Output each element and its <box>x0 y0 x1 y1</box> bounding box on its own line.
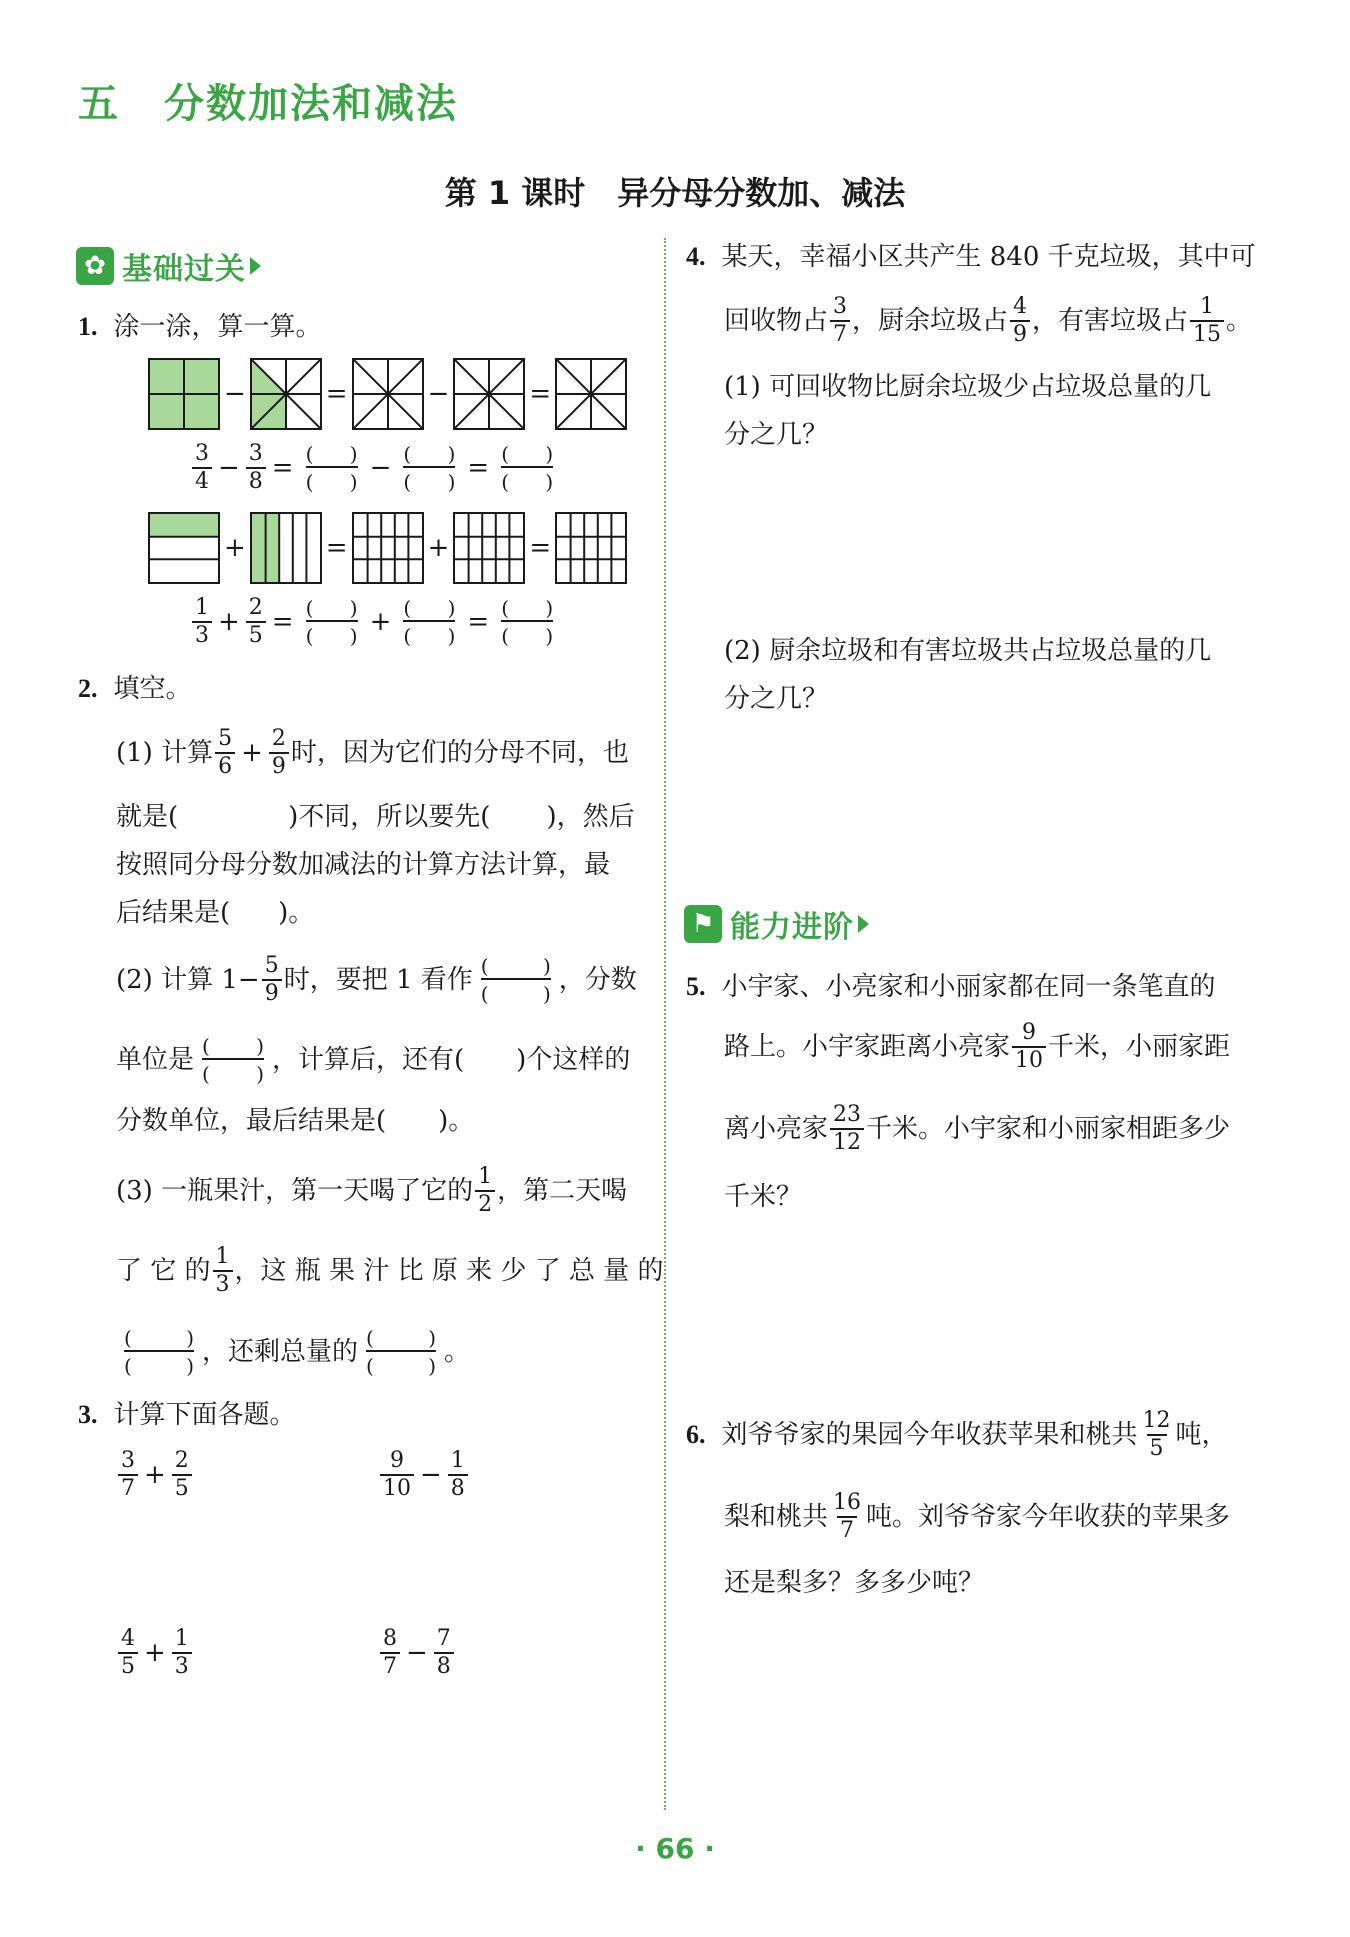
section-advanced-label: 能力进阶 <box>730 910 854 945</box>
answer-blank[interactable]: ( ) ( ) <box>403 596 456 648</box>
question-number: 2. <box>78 674 98 703</box>
q5-line4: 千米？ <box>724 1182 803 1212</box>
q1-equation-2: $\frac{1}{3}$ + $\frac{2}{5}$ = ( ) ( ) + ( ) ( ) = ( ) ( ) <box>190 596 561 648</box>
q2-part1-line1: (1) 计算 $\frac{5}{6}$ + $\frac{2}{9}$ 时，因为它们的分母不同，也 <box>116 726 629 779</box>
grid-fifteenths <box>453 512 525 584</box>
chapter-name: 分数加法和减法 <box>164 81 458 127</box>
grid-thirds-shaded <box>148 512 220 584</box>
question-number: 1. <box>78 312 98 341</box>
question-text: 填空。 <box>113 674 192 704</box>
arrow-icon <box>858 915 869 933</box>
q2-part2-line1: (2) 计算 1− $\frac{5}{9}$ 时，要把 1 看作 ( ) ( ) ，分数 <box>116 953 637 1006</box>
question-text: 某天，幸福小区共产生 840 千克垃圾，其中可 <box>721 242 1256 272</box>
gear-icon: ✿ <box>76 247 114 285</box>
answer-blank[interactable]: ( ) ( ) <box>305 596 358 648</box>
grid-eighths <box>555 358 627 430</box>
answer-blank[interactable]: ( ) ( ) <box>124 1326 194 1378</box>
q5-line2: 路上。小宇家距离小亮家 $\frac{9}{10}$ 千米，小丽家距 <box>724 1020 1231 1073</box>
question-4 <box>686 240 1256 274</box>
question-5 <box>686 970 1216 1004</box>
question-text: 涂一涂，算一算。 <box>113 312 322 342</box>
q6-line2: 梨和桃共 $\frac{16}{7}$ 吨。刘爷爷家今年收获的苹果多 <box>724 1490 1231 1543</box>
grid-fifteenths <box>352 512 424 584</box>
q3-expression-2: $\frac{9}{10}$ − $\frac{1}{8}$ <box>378 1450 470 1500</box>
q4-sub2-line1: (2) 厨余垃圾和有害垃圾共占垃圾总量的几 <box>724 636 1212 666</box>
page-number: · 66 · <box>635 1832 715 1865</box>
question-text: 刘爷爷家的果园今年收获苹果和桃共 <box>721 1420 1138 1450</box>
answer-blank[interactable]: ( ) ( ) <box>366 1326 437 1378</box>
q2-part3-line1: (3) 一瓶果汁，第一天喝了它的 $\frac{1}{2}$ ，第二天喝 <box>116 1164 628 1217</box>
q2-part2-line2: 单位是 ( ) ( ) ，计算后，还有( )个这样的 <box>116 1034 631 1086</box>
grid-eighths <box>352 358 424 430</box>
grid-fifths-shaded <box>250 512 322 584</box>
arrow-icon <box>250 257 261 275</box>
grid-eighths-shaded <box>250 358 322 430</box>
chapter-title <box>78 72 458 129</box>
answer-blank[interactable]: ( ) ( ) <box>202 1034 265 1086</box>
q1-grid-row-1: − = − = <box>148 358 627 430</box>
q2-part2-line3: 分数单位，最后结果是( )。 <box>116 1106 475 1136</box>
section-advanced <box>684 902 869 946</box>
q1-equation-1: $\frac{3}{4}$ − $\frac{3}{8}$ = ( ) ( ) − ( ) ( ) = ( ) ( ) <box>190 442 561 494</box>
q3-expression-3: $\frac{4}{5}$ + $\frac{1}{3}$ <box>116 1628 194 1678</box>
lesson-title: 第 1 课时 异分母分数加、减法 <box>444 174 906 212</box>
q3-expression-4: $\frac{8}{7}$ − $\frac{7}{8}$ <box>378 1628 456 1678</box>
answer-blank[interactable]: ( ) ( ) <box>501 442 554 494</box>
question-number: 6. <box>686 1420 706 1449</box>
question-number: 4. <box>686 242 706 271</box>
q4-sub2-line2: 分之几？ <box>724 684 829 714</box>
q4-sub1-line2: 分之几？ <box>724 420 829 450</box>
answer-blank[interactable]: ( ) ( ) <box>501 596 554 648</box>
q6-line3: 还是梨多？多多少吨？ <box>724 1568 985 1598</box>
answer-blank[interactable]: ( ) ( ) <box>480 954 551 1006</box>
section-basic <box>76 244 261 288</box>
q4-sub1-line1: (1) 可回收物比厨余垃圾少占垃圾总量的几 <box>724 372 1212 402</box>
question-text: 小宇家、小亮家和小丽家都在同一条笔直的 <box>721 972 1216 1002</box>
q2-part1-line3: 按照同分母分数加减法的计算方法计算，最 <box>116 850 611 880</box>
q2-part3-line2: 了 它 的 $\frac{1}{3}$ ，这 瓶 果 汁 比 原 来 少 了 总 量 的 <box>116 1244 664 1297</box>
section-basic-label: 基础过关 <box>122 252 246 287</box>
runner-icon: ⚑ <box>684 905 722 943</box>
question-text: 计算下面各题。 <box>113 1400 296 1430</box>
q2-part1-line4: 后结果是( )。 <box>116 898 315 928</box>
question-3 <box>78 1398 296 1432</box>
question-number: 5. <box>686 972 706 1001</box>
grid-fifteenths <box>555 512 627 584</box>
answer-blank[interactable]: ( ) ( ) <box>403 442 456 494</box>
q2-part1-line2: 就是( )不同，所以要先( )，然后 <box>116 802 635 832</box>
question-number: 3. <box>78 1400 98 1429</box>
q5-line3: 离小亮家 $\frac{23}{12}$ 千米。小宇家和小丽家相距多少 <box>724 1102 1231 1155</box>
grid-eighths <box>453 358 525 430</box>
chapter-number: 五 <box>78 81 120 127</box>
column-divider <box>664 238 666 1810</box>
q1-grid-row-2: + = + = <box>148 512 627 584</box>
q2-part3-line3: ( ) ( ) ，还剩总量的 ( ) ( ) 。 <box>116 1326 470 1378</box>
q4-line2: 回收物占 $\frac{3}{7}$ ，厨余垃圾占 $\frac{4}{9}$ ，有害垃圾占 $\frac{1}{15}$ 。 <box>724 294 1253 347</box>
question-2 <box>78 672 192 706</box>
question-1 <box>78 310 322 344</box>
grid-quarters-shaded <box>148 358 220 430</box>
answer-blank[interactable]: ( ) ( ) <box>305 442 358 494</box>
question-6: 6. 刘爷爷家的果园今年收获苹果和桃共 $\frac{12}{5}$ 吨， <box>686 1408 1228 1461</box>
q3-expression-1: $\frac{3}{7}$ + $\frac{2}{5}$ <box>116 1450 194 1500</box>
